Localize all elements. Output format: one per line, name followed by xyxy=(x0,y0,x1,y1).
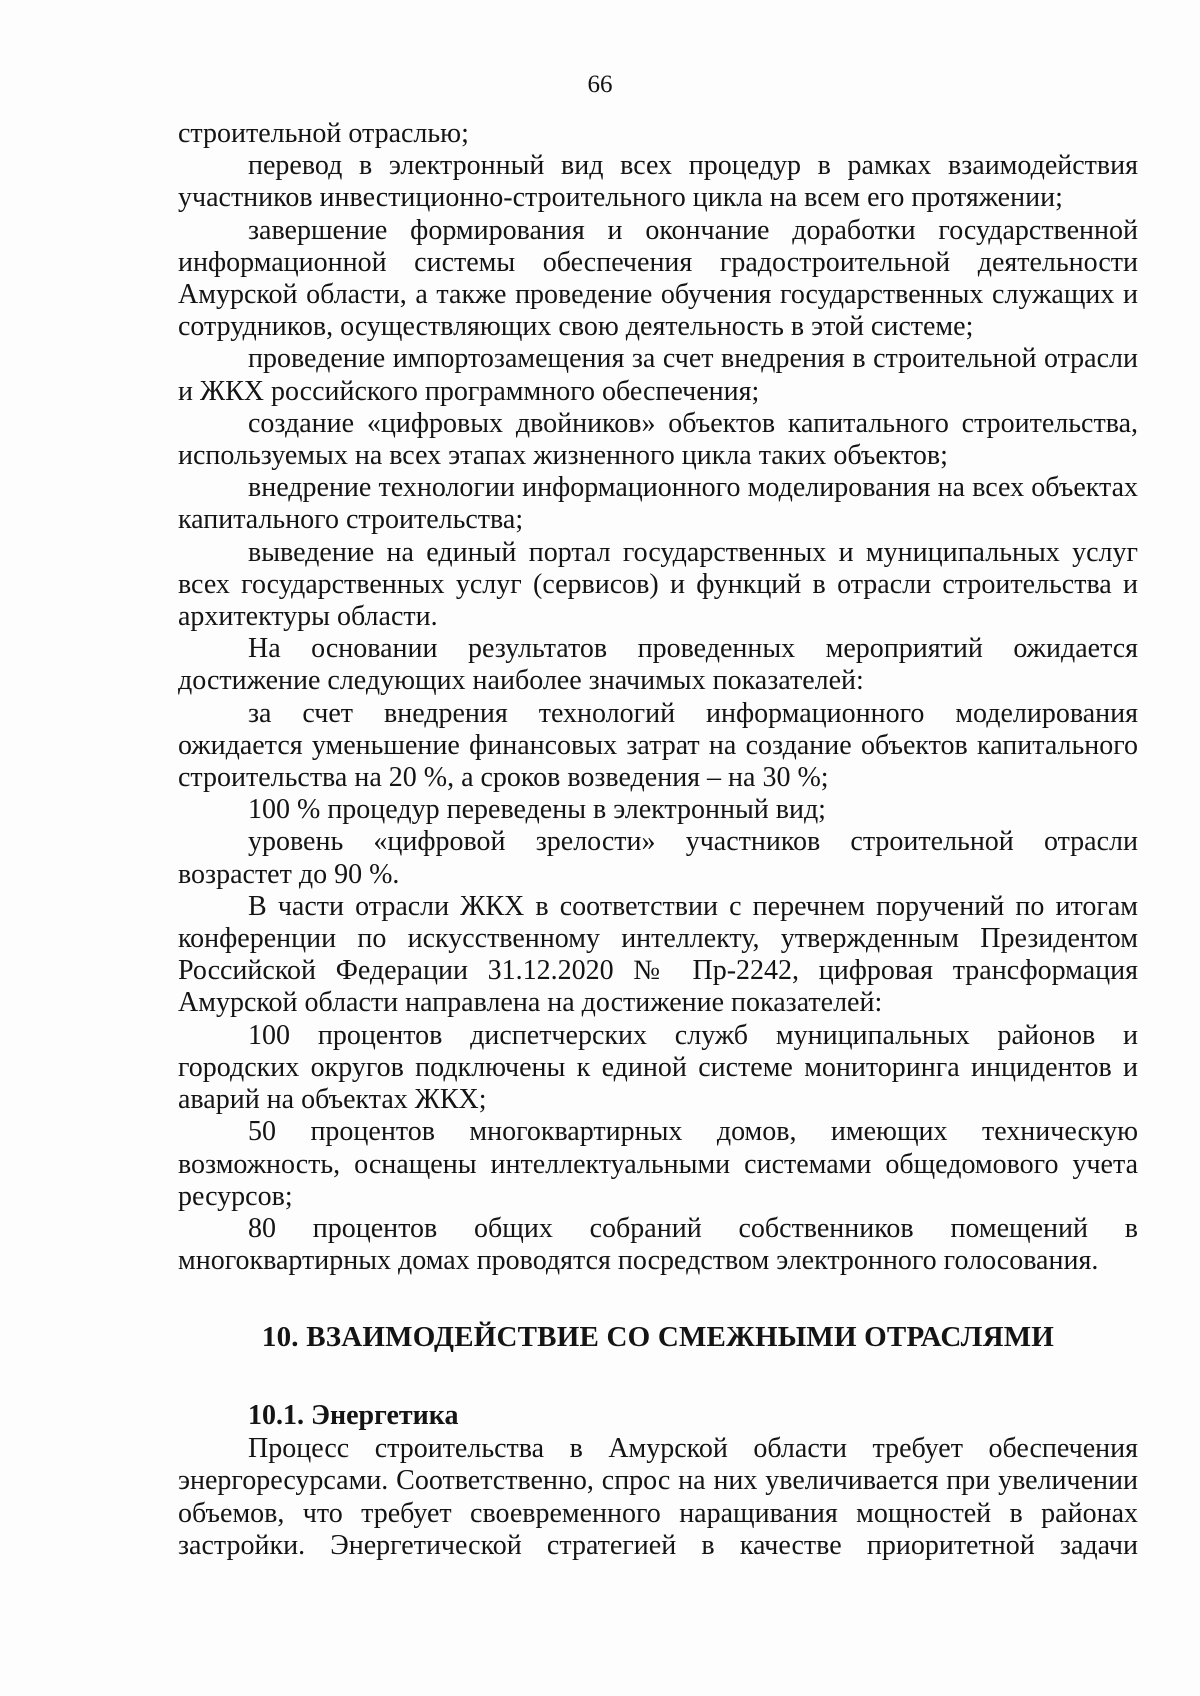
section-heading: 10. ВЗАИМОДЕЙСТВИЕ СО СМЕЖНЫМИ ОТРАСЛЯМИ xyxy=(261,1321,1055,1353)
paragraph: проведение импортозамещения за счет внедрения в строительной отрасли и ЖКХ российского программного обеспечения; xyxy=(178,343,1138,407)
subsection-paragraph: Процесс строительства в Амурской области требует обеспечения энергоресурсами. Соответственно, спрос на них увеличивается при увеличении объемов, что требует своевременного наращивания мощностей в районах застройки. Энергетической стратегией в качестве приоритетной задачи xyxy=(178,1432,1138,1561)
paragraph: уровень «цифровой зрелости» участников строительной отрасли возрастет до 90 %. xyxy=(178,826,1138,890)
paragraph: завершение формирования и окончание доработки государственной информационной системы обеспечения градостроительной деятельности Амурской области, а также проведение обучения государственных служащих и сотрудников, осуществляющих свою деятельность в этой системе; xyxy=(178,214,1138,343)
subsection xyxy=(178,1400,1138,1563)
paragraph: выведение на единый портал государственных и муниципальных услуг всех государственных услуг (сервисов) и функций в отрасли строительства и архитектуры области. xyxy=(178,536,1138,633)
paragraph: создание «цифровых двойников» объектов капитального строительства, используемых на всех этапах жизненного цикла таких объектов; xyxy=(178,407,1138,472)
paragraph: 100 % процедур переведены в электронный вид; xyxy=(248,794,826,826)
document-body xyxy=(178,118,1138,1277)
paragraph: 80 процентов общих собраний собственников помещений в многоквартирных домах проводятся посредством электронного голосования. xyxy=(178,1212,1138,1277)
paragraph: В части отрасли ЖКХ в соответствии с перечнем поручений по итогам конференции по искусственному интеллекту, утвержденным Президентом Российской Федерации 31.12.2020 № Пр-2242, цифровая трансформация Амурской области направлена на достижение показателей: xyxy=(178,890,1138,1019)
paragraph: 50 процентов многоквартирных домов, имеющих техническую возможность, оснащены интеллектуальными системами общедомового учета ресурсов; xyxy=(178,1116,1138,1212)
paragraph: перевод в электронный вид всех процедур в рамках взаимодействия участников инвестиционно-строительного цикла на всем его протяжении; xyxy=(178,150,1138,214)
paragraph: за счет внедрения технологий информационного моделирования ожидается уменьшение финансовых затрат на создание объектов капитального строительства на 20 %, а сроков возведения – на 30 %; xyxy=(178,697,1138,794)
page-number: 66 xyxy=(587,71,613,98)
paragraph: На основании результатов проведенных мероприятий ожидается достижение следующих наиболее значимых показателей: xyxy=(178,633,1138,697)
subsection-heading: 10.1. Энергетика xyxy=(248,1400,459,1431)
paragraph: внедрение технологии информационного моделирования на всех объектах капитального строительства; xyxy=(178,472,1138,536)
paragraph: строительной отраслью; xyxy=(178,118,469,149)
paragraph: 100 процентов диспетчерских служб муниципальных районов и городских округов подключены к единой системе мониторинга инцидентов и аварий на объектах ЖКХ; xyxy=(178,1019,1138,1116)
